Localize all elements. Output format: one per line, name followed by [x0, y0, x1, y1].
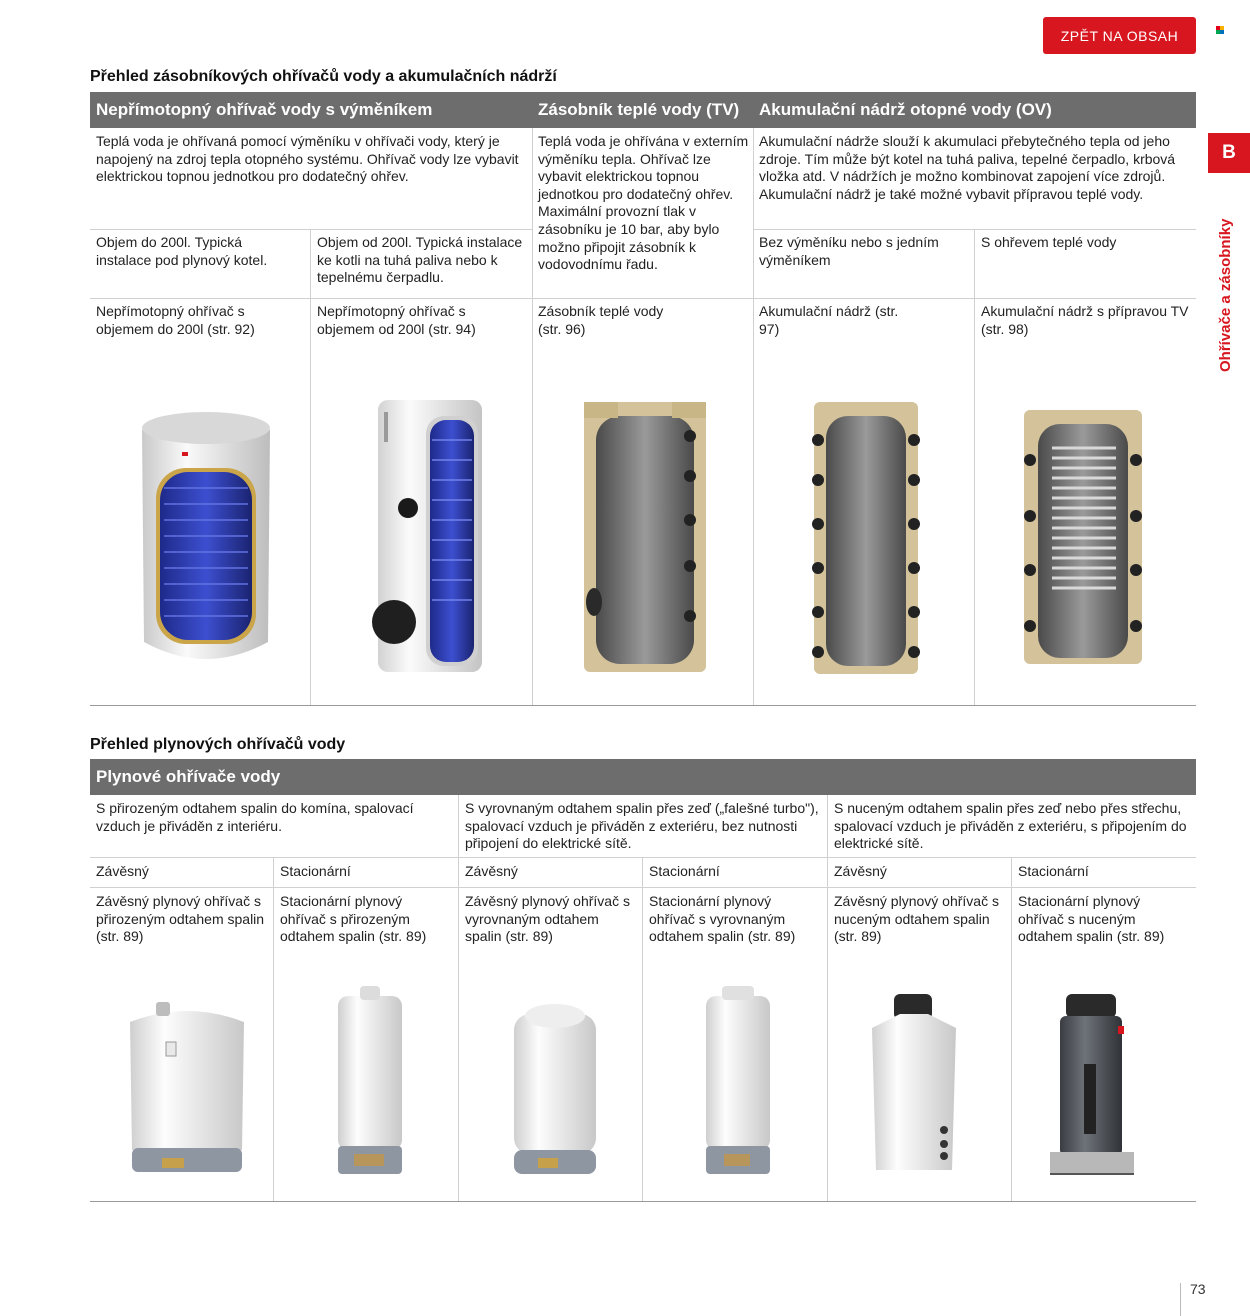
gas-floor-forced-image	[1044, 992, 1140, 1178]
mount-type-label: Stacionární	[1018, 863, 1089, 879]
subtype-from-200l: Objem od 200l. Typická instalace ke kotli na tuhá paliva nebo k tepelnému čerpadlu.	[317, 234, 523, 286]
product-link-indirect-large[interactable]: Nepřímotopný ohřívač s objemem od 200l (str. 94)	[317, 303, 476, 337]
indirect-heater-large-image	[370, 396, 488, 680]
product-link-gas-floor-forced[interactable]: Stacionární plynový ohřívač s nuceným odtahem spalin (str. 89)	[1018, 893, 1165, 945]
product-link-gas-wall-forced[interactable]: Závěsný plynový ohřívač s nuceným odtahem spalin (str. 89)	[834, 893, 999, 945]
product-link-gas-floor-natural[interactable]: Stacionární plynový ohřívač s přirozeným odtahem spalin (str. 89)	[280, 893, 427, 945]
gas-wall-balanced-image	[510, 1000, 600, 1180]
accumulation-tank-image	[806, 396, 926, 680]
natural-draft-description: S přirozeným odtahem spalin do komína, spalovací vzduch je přiváděn z interiéru.	[96, 800, 414, 834]
product-link-hot-water-tank[interactable]: Zásobník teplé vody (str. 96)	[538, 303, 664, 337]
accumulation-tank-description: Akumulační nádrže slouží k akumulaci přebytečného tepla od jeho zdroje. Tím může být kotel na tuhá paliva, tepelné čerpadlo, krbová vložka atd. V nádržích je možno kombinovat zapojení více zdrojů. Akumulační nádrž je také možné vybavit přípravou teplé vody.	[759, 133, 1176, 202]
product-link-indirect-small[interactable]: Nepřímotopný ohřívač s objemem do 200l (str. 92)	[96, 303, 255, 337]
gas-section-title: Přehled plynových ohřívačů vody	[90, 736, 346, 753]
mount-type-label: Závěsný	[834, 863, 887, 879]
hot-water-tank-image	[580, 396, 710, 678]
gas-wall-natural-image	[126, 1000, 248, 1180]
subtype-with-hot-water: S ohřevem teplé vody	[981, 234, 1117, 250]
product-link-gas-floor-balanced[interactable]: Stacionární plynový ohřívač s vyrovnaným odtahem spalin (str. 89)	[649, 893, 796, 945]
mount-type-label: Stacionární	[280, 863, 351, 879]
storage-section-title: Přehled zásobníkových ohřívačů vody a akumulačních nádrží	[90, 68, 557, 85]
product-link-gas-wall-natural[interactable]: Závěsný plynový ohřívač s přirozeným odtahem spalin (str. 89)	[96, 893, 265, 945]
accumulation-tank-tv-image	[1018, 404, 1148, 668]
storage-header-bar	[90, 92, 1196, 128]
indirect-heater-description: Teplá voda je ohřívaná pomocí výměníku v ohřívači vody, který je napojený na zdroj tepla otopného systému. Ohřívač vody lze vybavit elektrickou topnou jednotkou pro dodatečný ohřev.	[96, 133, 519, 185]
subtype-up-to-200l: Objem do 200l. Typická instalace pod plynový kotel.	[96, 234, 268, 268]
subtype-without-exchanger: Bez výměníku nebo s jedním výměníkem	[759, 234, 939, 268]
header-indirect-heater: Nepřímotopný ohřívač vody s výměníkem	[96, 100, 433, 119]
gas-wall-forced-image	[858, 992, 966, 1174]
forced-draft-description: S nuceným odtahem spalin přes zeď nebo přes střechu, spalovací vzduch je přiváděn z exteriéru, s připojením do elektrické sítě.	[834, 800, 1187, 852]
indirect-heater-small-image	[138, 404, 274, 676]
mount-type-label: Stacionární	[649, 863, 720, 879]
hot-water-tank-description: Teplá voda je ohřívána v externím výměníku tepla. Ohřívač lze vybavit elektrickou topnou jednotkou pro dodatečný ohřev. Maximální provozní tlak v zásobníku je 10 bar, aby bylo možno připojit zásobník k vodovodnímu řadu.	[538, 133, 749, 273]
header-accumulation-tank: Akumulační nádrž otopné vody (OV)	[759, 100, 1052, 119]
chapter-tab[interactable]: B	[1208, 133, 1250, 173]
mount-type-label: Závěsný	[465, 863, 518, 879]
chapter-label: Ohřívače a zásobníky	[1217, 218, 1234, 372]
brand-logo-icon	[1216, 26, 1225, 34]
page-divider	[1180, 1283, 1181, 1316]
product-link-accumulation-tank[interactable]: Akumulační nádrž (str. 97)	[759, 303, 899, 337]
header-hot-water-tank: Zásobník teplé vody (TV)	[538, 100, 740, 119]
product-link-gas-wall-balanced[interactable]: Závěsný plynový ohřívač s vyrovnaným odtahem spalin (str. 89)	[465, 893, 630, 945]
header-gas-heaters: Plynové ohřívače vody	[96, 767, 281, 786]
gas-floor-balanced-image	[702, 986, 774, 1180]
balanced-draft-description: S vyrovnaným odtahem spalin přes zeď („falešné turbo"), spalovací vzduch je přiváděn z exteriéru, bez nutnosti připojení do elektrické sítě.	[465, 800, 819, 852]
mount-type-label: Závěsný	[96, 863, 149, 879]
gas-floor-natural-image	[334, 986, 406, 1180]
product-link-accumulation-tank-tv[interactable]: Akumulační nádrž s přípravou TV (str. 98)	[981, 303, 1189, 337]
gas-header-bar	[90, 759, 1196, 795]
back-to-contents-button[interactable]: ZPĚT NA OBSAH	[1043, 17, 1196, 54]
page-number: 73	[1190, 1281, 1206, 1297]
